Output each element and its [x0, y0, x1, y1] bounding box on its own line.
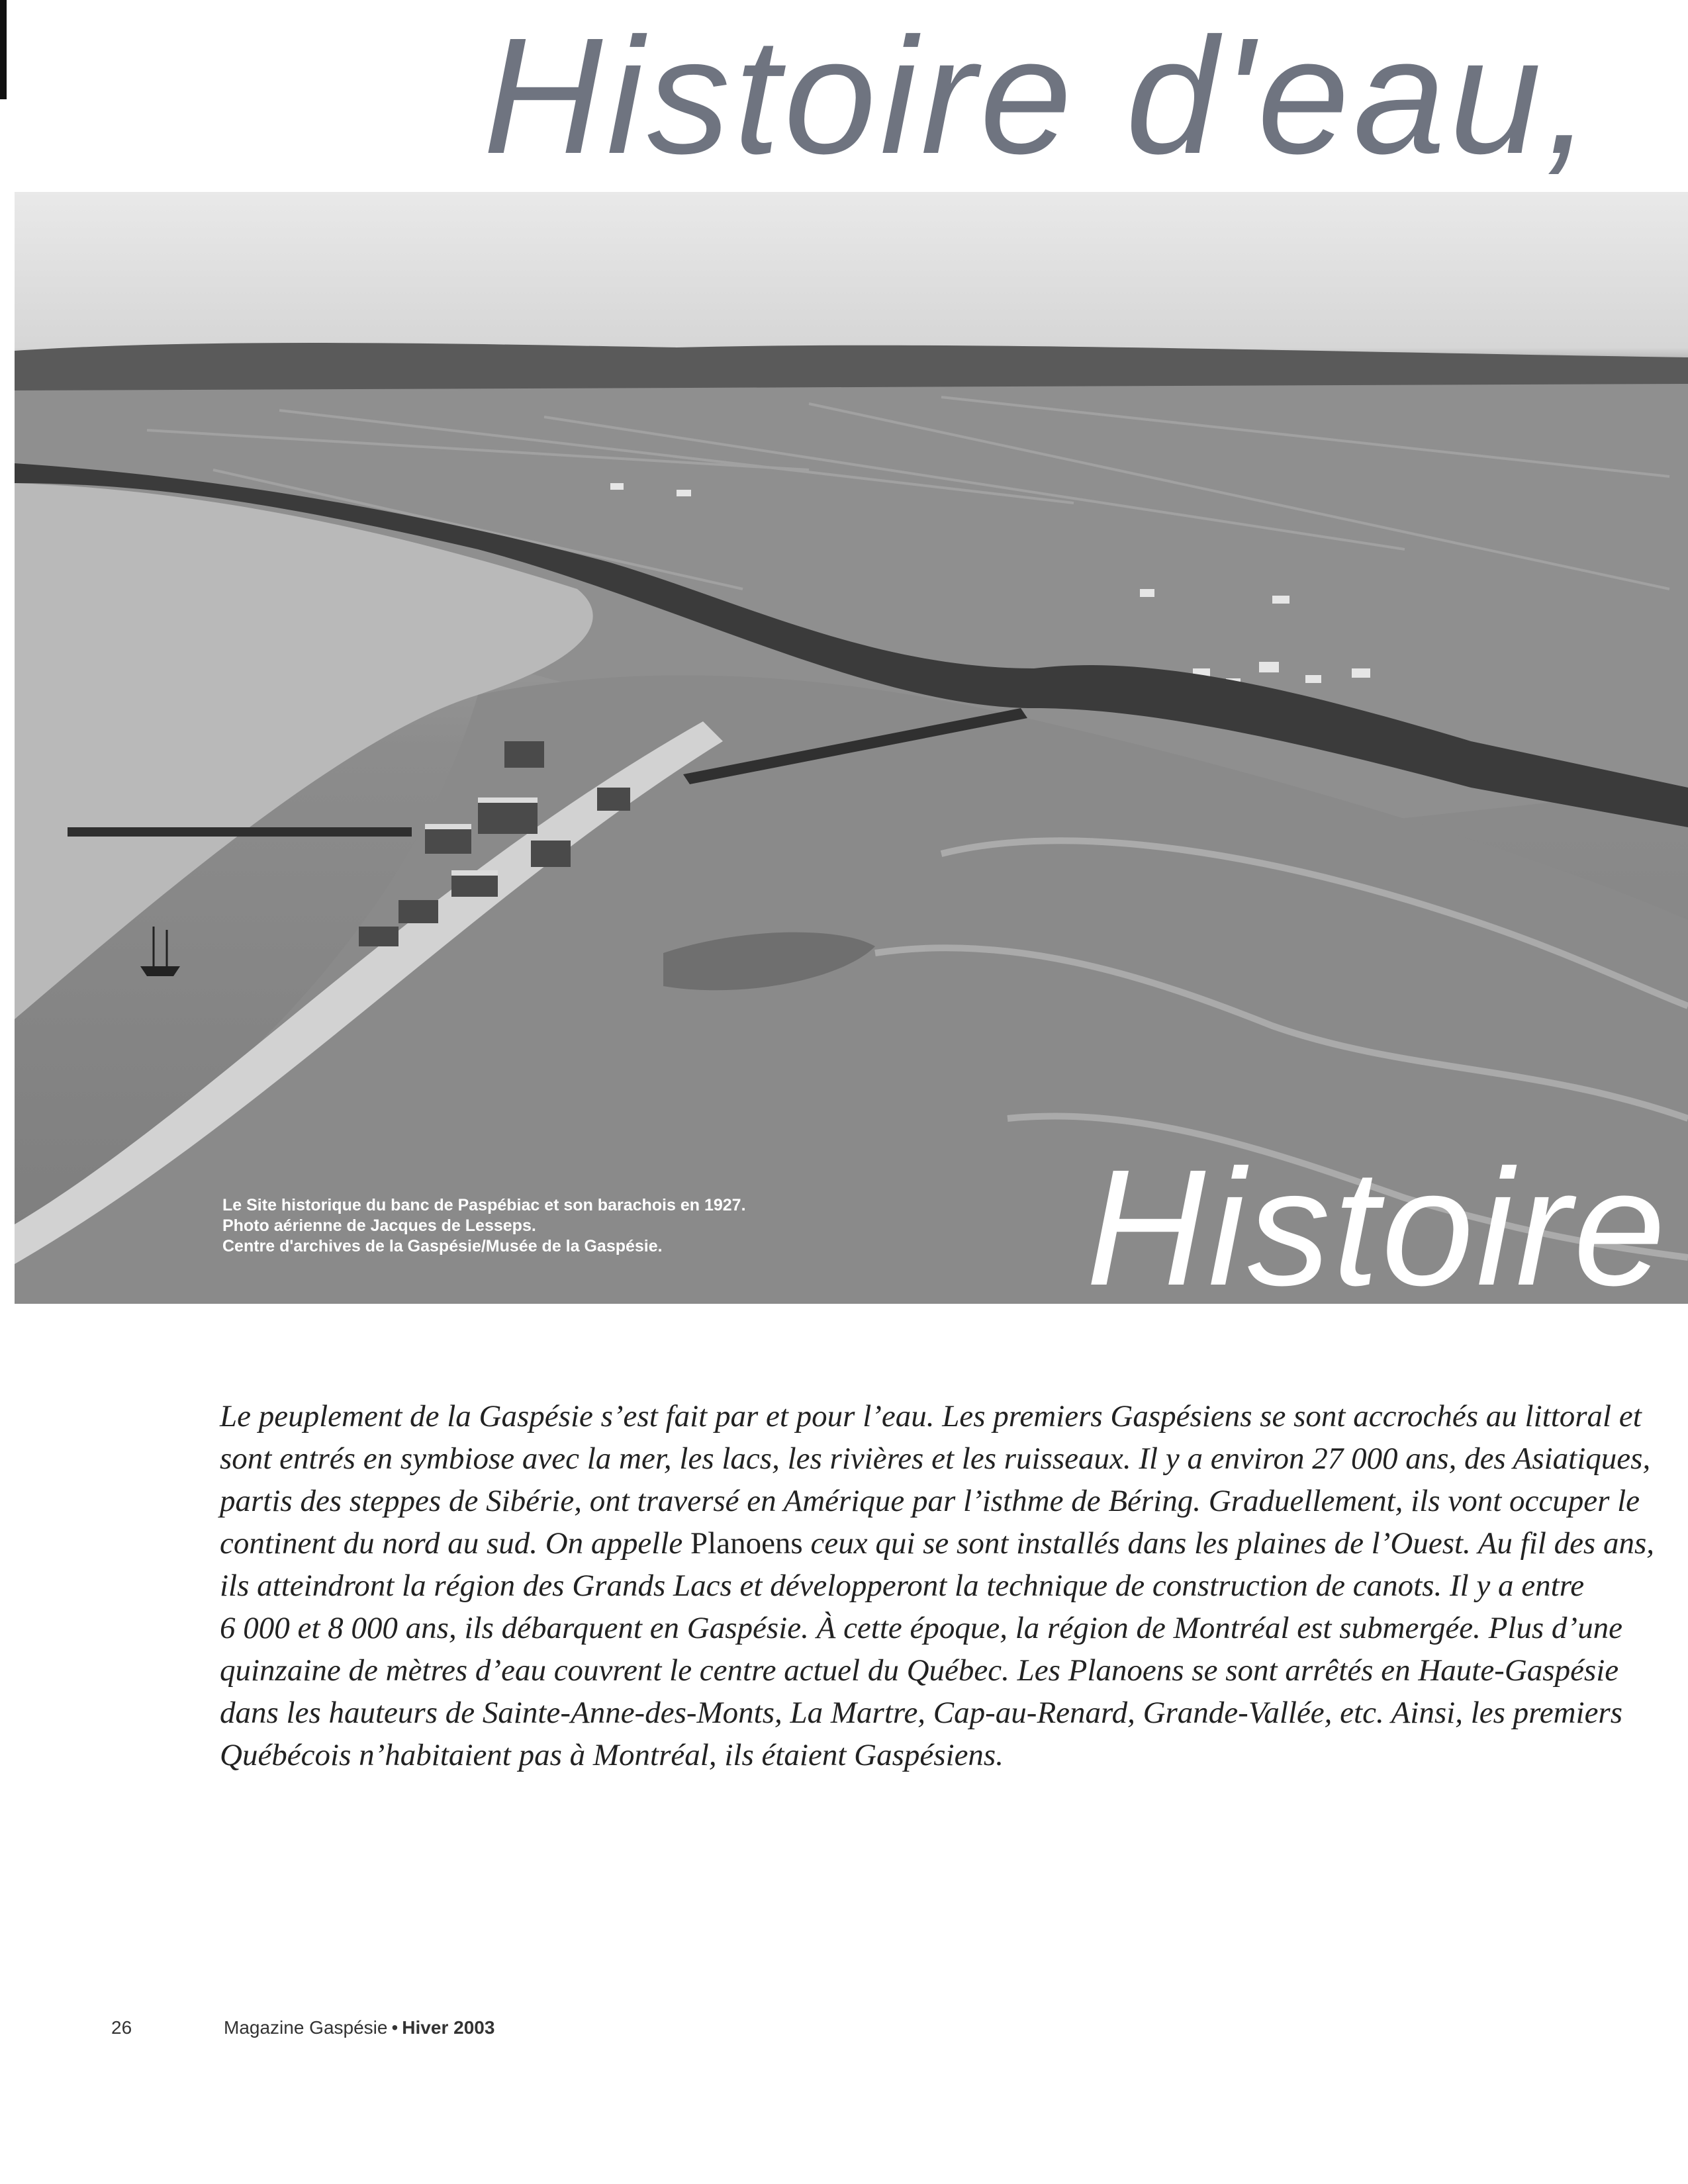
article-body	[220, 1395, 1655, 1776]
headline-line-2: Histoire	[1086, 1145, 1668, 1304]
article-line: partis des steppes de Sibérie, ont traversé en Amérique par l’isthme de Béring. Graduellement, ils vont occuper le	[220, 1484, 1640, 1518]
page-number: 26	[111, 2017, 132, 2038]
article-line-part: ceux qui se sont installés dans les plaines de l’Ouest. Au fil des ans,	[802, 1526, 1655, 1561]
article-line: ils atteindront la région des Grands Lacs et développeront la technique de construction de canots. Il y a entre	[220, 1569, 1585, 1603]
caption-line: Le Site historique du banc de Paspébiac et son barachois en 1927.	[222, 1196, 746, 1214]
article-line: dans les hauteurs de Sainte-Anne-des-Monts, La Martre, Cap-au-Renard, Grande-Vallée, etc. Ainsi, les premiers	[220, 1696, 1623, 1730]
aerial-photo-drawing	[15, 192, 1688, 1304]
article-line-part: continent du nord au sud. On appelle	[220, 1526, 691, 1561]
article-line: quinzaine de mètres d’eau couvrent le centre actuel du Québec. Les Planoens se sont arrêtés en Haute-Gaspésie	[220, 1653, 1619, 1688]
article-line: sont entrés en symbiose avec la mer, les lacs, les rivières et les ruisseaux. Il y a environ 27 000 ans, des Asiatiques,	[220, 1441, 1651, 1476]
page-footer	[0, 2017, 1688, 2050]
page-edge-mark	[0, 0, 7, 99]
magazine-issue: Hiver 2003	[402, 2017, 495, 2038]
caption-line: Photo aérienne de Jacques de Lesseps.	[222, 1216, 536, 1235]
headline-line-1: Histoire d'eau,	[483, 3, 1595, 188]
article-line: Québécois n’habitaient pas à Montréal, ils étaient Gaspésiens.	[220, 1738, 1004, 1772]
term-planoens: Planoens	[690, 1526, 803, 1561]
photo-caption	[222, 1195, 792, 1257]
caption-line: Centre d'archives de la Gaspésie/Musée de la Gaspésie.	[222, 1237, 663, 1255]
aerial-photo	[15, 192, 1688, 1304]
article-line: 6 000 et 8 000 ans, ils débarquent en Gaspésie. À cette époque, la région de Montréal est submergée. Plus d’une	[220, 1611, 1622, 1645]
magazine-name: Magazine Gaspésie	[224, 2017, 388, 2038]
article-line: Le peuplement de la Gaspésie s’est fait par et pour l’eau. Les premiers Gaspésiens se sont accrochés au littoral et	[220, 1399, 1642, 1433]
article-line	[220, 1522, 1655, 1565]
magazine-info	[224, 2017, 494, 2038]
footer-separator: •	[391, 2017, 399, 2038]
